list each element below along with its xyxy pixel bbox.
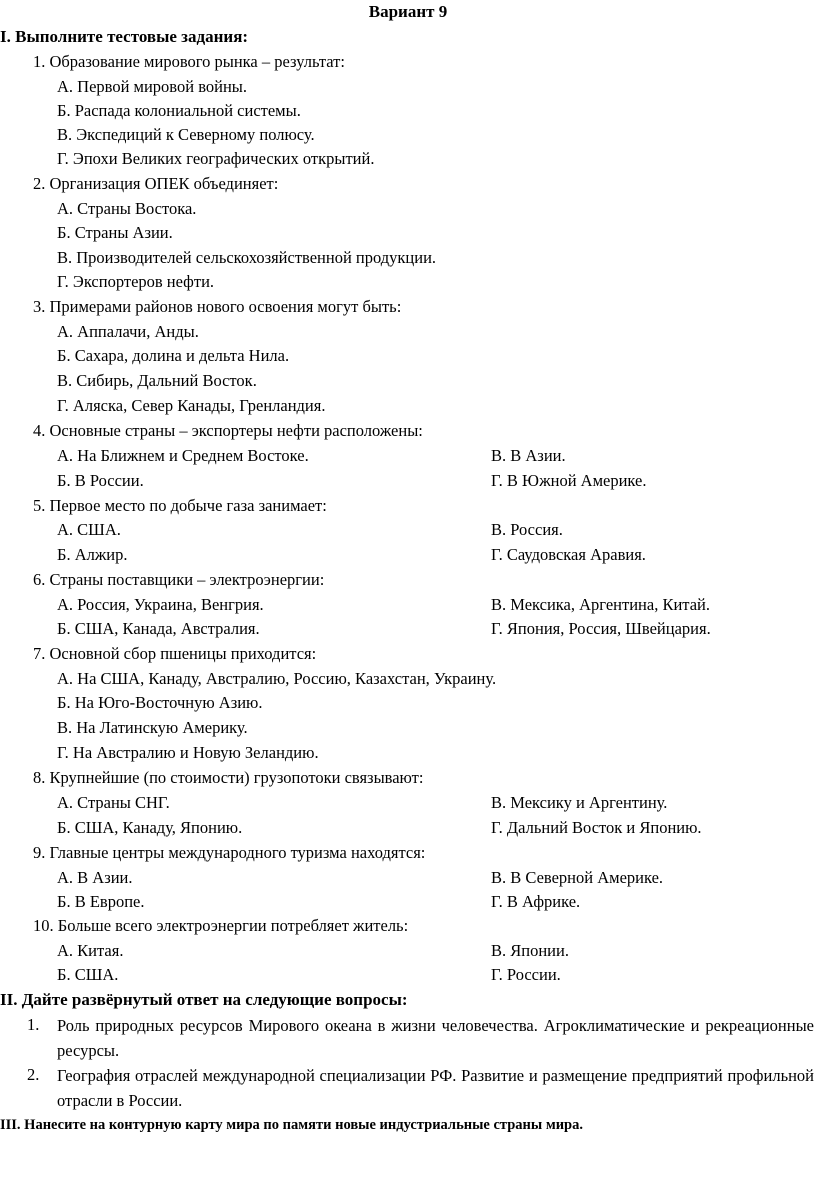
q5-option-v: В. Россия. (491, 520, 563, 539)
q10-option-a: А. Китая. (57, 941, 124, 960)
q7-option-v: В. На Латинскую Америку. (57, 718, 248, 737)
q1-option-g: Г. Эпохи Великих географических открытий. (57, 149, 375, 168)
q3-option-g: Г. Аляска, Север Канады, Гренландия. (57, 396, 326, 415)
q6-option-b: Б. США, Канада, Австралия. (57, 619, 260, 638)
question-5: 5. Первое место по добыче газа занимает: (33, 496, 327, 515)
q7-option-g: Г. На Австралию и Новую Зеландию. (57, 743, 319, 762)
q2-option-g: Г. Экспортеров нефти. (57, 272, 215, 291)
q10-option-b: Б. США. (57, 965, 119, 984)
q8-option-g: Г. Дальний Восток и Японию. (491, 818, 702, 837)
q6-option-g: Г. Япония, Россия, Швейцария. (491, 619, 711, 638)
q5-option-a: А. США. (57, 520, 121, 539)
q1-option-v: В. Экспедиций к Северному полюсу. (57, 125, 315, 144)
q3-option-b: Б. Сахара, долина и дельта Нила. (57, 346, 290, 365)
q2-option-a: А. Страны Востока. (57, 199, 197, 218)
essay-question-1 (22, 1013, 814, 1063)
q3-option-a: А. Аппалачи, Анды. (57, 322, 199, 341)
q1-option-a: А. Первой мировой войны. (57, 77, 247, 96)
q2-option-b: Б. Страны Азии. (57, 223, 173, 242)
question-2: 2. Организация ОПЕК объединяет: (33, 174, 279, 193)
q6-option-v: В. Мексика, Аргентина, Китай. (491, 595, 710, 614)
q8-option-v: В. Мексику и Аргентину. (491, 793, 668, 812)
q4-option-g: Г. В Южной Америке. (491, 471, 647, 490)
q5-option-b: Б. Алжир. (57, 545, 128, 564)
q10-option-v: В. Японии. (491, 941, 569, 960)
question-1: 1. Образование мирового рынка – результат: (33, 52, 345, 71)
question-4: 4. Основные страны – экспортеры нефти расположены: (33, 421, 423, 440)
q1-option-b: Б. Распада колониальной системы. (57, 101, 301, 120)
q2-option-v: В. Производителей сельскохозяйственной продукции. (57, 248, 437, 267)
q9-option-b: Б. В Европе. (57, 892, 145, 911)
q5-option-g: Г. Саудовская Аравия. (491, 545, 646, 564)
q3-option-v: В. Сибирь, Дальний Восток. (57, 371, 257, 390)
section-3-heading: III. Нанесите на контурную карту мира по памяти новые индустриальные страны мира. (0, 1117, 583, 1133)
question-6: 6. Страны поставщики – электроэнергии: (33, 570, 325, 589)
essay-question-2-text: География отраслей международной специализации РФ. Развитие и размещение предприятий профильной отрасли в России. (57, 1066, 814, 1110)
q9-option-g: Г. В Африке. (491, 892, 581, 911)
q9-option-v: В. В Северной Америке. (491, 868, 664, 887)
q4-option-v: В. В Азии. (491, 446, 566, 465)
q4-option-b: Б. В России. (57, 471, 144, 490)
q6-option-a: А. Россия, Украина, Венгрия. (57, 595, 264, 614)
variant-title: Вариант 9 (368, 2, 448, 21)
q8-option-a: А. Страны СНГ. (57, 793, 170, 812)
question-10: 10. Больше всего электроэнергии потребляет житель: (33, 916, 409, 935)
essay-question-1-text: Роль природных ресурсов Мирового океана в жизни человечества. Агроклиматические и рекреационные ресурсы. (57, 1016, 814, 1060)
q4-option-a: А. На Ближнем и Среднем Востоке. (57, 446, 309, 465)
q8-option-b: Б. США, Канаду, Японию. (57, 818, 243, 837)
section-2-heading: II. Дайте развёрнутый ответ на следующие вопросы: (0, 990, 408, 1009)
question-3: 3. Примерами районов нового освоения могут быть: (33, 297, 402, 316)
q10-option-g: Г. России. (491, 965, 561, 984)
question-7: 7. Основной сбор пшеницы приходится: (33, 644, 317, 663)
essay-question-1-number: 1. (27, 1015, 40, 1034)
section-1-heading: I. Выполните тестовые задания: (0, 27, 249, 46)
question-9: 9. Главные центры международного туризма находятся: (33, 843, 426, 862)
q7-option-b: Б. На Юго-Восточную Азию. (57, 693, 263, 712)
question-8: 8. Крупнейшие (по стоимости) грузопотоки связывают: (33, 768, 424, 787)
q9-option-a: А. В Азии. (57, 868, 133, 887)
q7-option-a: А. На США, Канаду, Австралию, Россию, Казахстан, Украину. (57, 669, 497, 688)
essay-question-2 (22, 1063, 814, 1113)
essay-question-2-number: 2. (27, 1065, 40, 1084)
